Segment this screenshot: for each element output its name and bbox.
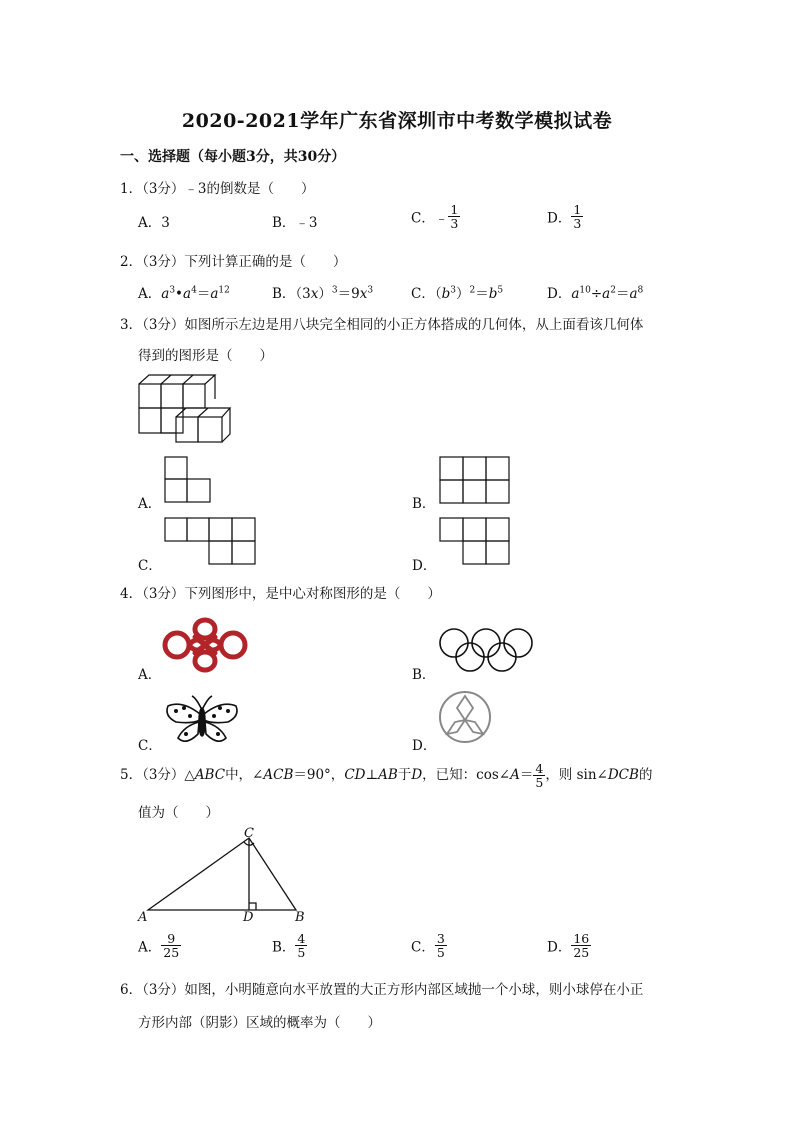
- question-5-stem-line2: 值为（ ）: [138, 805, 219, 821]
- page-title: 2020-2021学年广东省深圳市中考数学模拟试卷: [181, 110, 613, 132]
- q5-option-c: C． $\frac{3}{5}$: [411, 931, 445, 961]
- q1-option-b: B．﹣3: [272, 215, 318, 231]
- chinese-knot-icon: [163, 617, 247, 673]
- q3-option-d: D．: [412, 558, 437, 574]
- vertex-a-label: A: [138, 910, 148, 925]
- q4-option-c: C．: [138, 738, 162, 754]
- three-diamonds-logo-icon: [438, 690, 492, 744]
- question-1-stem: 1．（3分）﹣3的倒数是（ ）: [120, 181, 315, 197]
- vertex-b-label: B: [295, 910, 305, 925]
- olympic-rings-icon: [437, 627, 537, 673]
- question-5-stem-line1: 5．（3分）△ABC中，∠ACB＝90°，CD⊥AB于D，已知：cos∠A＝ $\frac{4}{5}$ ，则 sin∠DCB的: [120, 761, 653, 791]
- q3-option-c: C．: [138, 558, 162, 574]
- cube-solid-figure: [136, 372, 236, 447]
- triangle-abc-figure: [136, 826, 316, 926]
- section-heading: 一、选择题（每小题3分，共30分）: [120, 149, 346, 165]
- q4-option-d: D．: [412, 738, 437, 754]
- q3-option-a-figure: [164, 456, 214, 504]
- q2-option-c: C．$(b^3)^2=b^5$: [411, 285, 504, 302]
- q3-option-b-figure: [439, 456, 513, 506]
- question-4-stem: 4．（3分）下列图形中，是中心对称图形的是（ ）: [120, 586, 441, 602]
- q3-option-a: A．: [138, 496, 162, 512]
- question-3-stem-line2: 得到的图形是（ ）: [138, 348, 273, 364]
- q5-option-a: A． $\frac{9}{25}$: [138, 931, 180, 961]
- q3-option-d-figure: [439, 517, 513, 567]
- q2-option-a: A．$a^3•a^4=a^{12}$: [138, 285, 230, 302]
- q3-option-c-figure: [164, 517, 260, 567]
- q5-option-d: D． $\frac{16}{25}$: [547, 931, 590, 961]
- q3-option-b: B．: [412, 496, 436, 512]
- question-2-stem: 2．（3分）下列计算正确的是（ ）: [120, 254, 347, 270]
- butterfly-icon: [162, 694, 242, 748]
- q2-option-b: B．$(3x)^3=9x^3$: [272, 285, 374, 302]
- question-6-stem-line1: 6．（3分）如图，小明随意向水平放置的大正方形内部区域抛一个小球，则小球停在小正: [120, 982, 644, 998]
- q2-option-d: D．$a^{10}\div a^2=a^8$: [547, 285, 644, 302]
- question-6-stem-line2: 方形内部（阴影）区域的概率为（ ）: [138, 1015, 381, 1031]
- q5-option-b: B． $\frac{4}{5}$: [272, 931, 306, 961]
- q1-option-a: A．3: [138, 215, 170, 231]
- q4-option-a: A．: [138, 667, 162, 683]
- q1-option-c: C．﹣ $\frac{1}{3}$: [411, 202, 459, 232]
- q4-option-b: B．: [412, 667, 436, 683]
- question-3-stem-line1: 3．（3分）如图所示左边是用八块完全相同的小正方体搭成的几何体，从上面看该几何体: [120, 317, 644, 333]
- vertex-c-label: C: [244, 826, 254, 841]
- vertex-d-label: D: [243, 910, 254, 925]
- q1-option-d: D． $\frac{1}{3}$: [547, 202, 582, 232]
